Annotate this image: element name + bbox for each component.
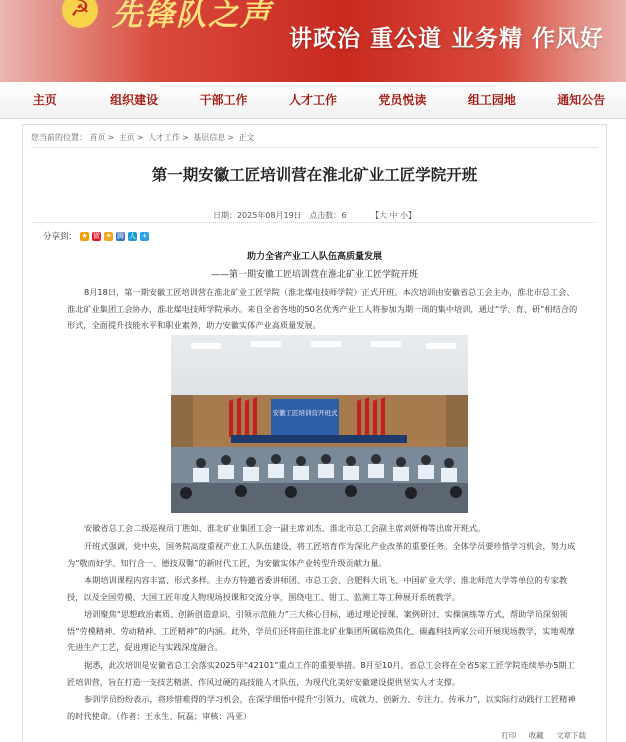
article-paragraph: 培训聚焦“思想政治素质、创新创造意识、引领示范能力”三大核心目标，通过理论授课、案例研讨、实操演练等方式，帮助学员深刻领悟“劳模精神、劳动精神、工匠精神”的内涵。此外，学员们还将前往淮北矿业集团所属临涣焦化、碳鑫科技两家公司开展现场教学，实地观摩先进生产工艺，促进理论与实践深度融合。 [67, 609, 575, 652]
breadcrumb: 您当前的位置： 首页 > 主页 > 人才工作 > 基层信息 > 正文 [31, 133, 255, 142]
article-date: 2025年08月19日 [236, 211, 302, 220]
nav-item-home[interactable]: 主页 [32, 93, 57, 107]
nav-item-org[interactable]: 组织建设 [110, 93, 159, 107]
view-count: 6 [341, 211, 347, 220]
divider [31, 147, 598, 148]
breadcrumb-prefix: 您当前的位置： [31, 133, 87, 142]
article-paragraph: 开班式强调，党中央、国务院高度重视产业工人队伍建设，将工匠培育作为深化产业改革的重要任务。全体学员要珍惜学习机会，努力成为“敬而好学、知行合一、德技双馨”的新时代工匠，为安徽实体产业转型升级贡献力量。 [67, 541, 576, 568]
share-renren-icon[interactable]: 人 [129, 231, 137, 240]
nav-item-notice[interactable]: 通知公告 [557, 93, 606, 107]
share-label: 分享到： [43, 232, 78, 242]
article-paragraph: 安徽省总工会二级巡视员丁胜如、淮北矿业集团工会一副主席刘杰、淮北市总工会副主席刘妍梅等出席开班式。 [84, 523, 486, 533]
article-paragraph: 本期培训课程内容丰富、形式多样。主办方特邀省委讲师团、市总工会、合肥科大讯飞、中国矿业大学、淮北师范大学等单位的专家教授，以及全国劳模、大国工匠年度人物现场授课和交流分享，围绕电工、钳工、监测工等工种展开系统教学。 [67, 575, 568, 602]
breadcrumb-item[interactable]: 首页 [89, 133, 106, 142]
breadcrumb-item[interactable]: 基层信息 [193, 133, 226, 142]
main-nav [0, 82, 626, 119]
download-button[interactable]: 文章下载 [556, 731, 586, 740]
party-emblem-icon: ☭ [62, 0, 98, 28]
article-paragraph: 据悉，此次培训是安徽省总工会落实2025年“42101”重点工作的重要举措。8月至10月，省总工会将在全省5家工匠学院连续举办5期工匠培训营，旨在打造一支技艺精湛、作风过硬的高技能人才队伍，为现代化美好安徽建设提供坚实人才支撑。 [67, 660, 575, 687]
breadcrumb-item[interactable]: 人才工作 [148, 133, 181, 142]
article-paragraph: 8月18日，第一期安徽工匠培训营在淮北矿业工匠学院（淮北煤电技师学院）正式开班。本次培训由安徽省总工会主办，淮北市总工会、淮北矿业集团工会协办，淮北煤电技师学院承办。来自全省各地的50名优秀产业工人将参加为期一周的集中培训，通过“学、育、研”相结合的形式，全面提升技能水平和职业素养，助力安徽实体产业高质量发展。 [67, 287, 578, 330]
share-tencent-icon[interactable]: 腾 [117, 231, 125, 240]
photo-banner-text: 安徽工匠培训营开班式 [272, 409, 338, 417]
favorite-button[interactable]: 收藏 [528, 731, 544, 740]
font-size-medium[interactable]: 中 [389, 211, 398, 220]
article-actions [491, 730, 586, 741]
site-brand: 先锋队之声 [112, 0, 272, 33]
font-size-large[interactable]: 大 [378, 211, 387, 220]
font-size-small[interactable]: 小 [400, 211, 409, 220]
site-slogan: 讲政治 重公道 业务精 作风好 [288, 26, 604, 52]
share-weibo-icon[interactable]: 微 [93, 231, 101, 240]
article-page [22, 124, 607, 742]
share-qzone-icon[interactable]: ✦ [105, 231, 112, 240]
site-banner [0, 0, 626, 82]
article-subtitle: 助力全省产业工人队伍高质量发展 [246, 252, 382, 262]
article-photo [171, 335, 468, 513]
share-more-icon[interactable]: + [141, 231, 148, 240]
breadcrumb-current: 正文 [238, 133, 255, 142]
views-label: 点击数： [309, 211, 342, 220]
nav-item-reading[interactable]: 党员悦读 [378, 93, 427, 107]
nav-item-garden[interactable]: 组工园地 [467, 93, 516, 107]
nav-item-cadre[interactable]: 干部工作 [199, 93, 248, 107]
article-meta: 日期：2025年08月19日 点击数：6 【大 中 小】 [212, 211, 417, 220]
share-bar [43, 230, 149, 242]
article-subtitle-2: ——第一期安徽工匠培训营在淮北矿业工匠学院开班 [210, 270, 418, 280]
share-star-icon[interactable]: ★ [81, 231, 88, 240]
print-button[interactable]: 打印 [501, 731, 517, 740]
date-label: 日期： [212, 211, 237, 220]
breadcrumb-item[interactable]: 主页 [118, 133, 135, 142]
article-title: 第一期安徽工匠培训营在淮北矿业工匠学院开班 [151, 166, 478, 184]
divider [33, 222, 596, 223]
nav-item-talent[interactable]: 人才工作 [288, 93, 337, 107]
article-paragraph: 参训学员纷纷表示，将珍惜难得的学习机会，在深学细悟中提升“引领力、成就力、创新力、专注力、传承力”，以实际行动践行工匠精神的时代使命。（作者：王永生、阮磊；审核：冯亚） [67, 694, 576, 721]
